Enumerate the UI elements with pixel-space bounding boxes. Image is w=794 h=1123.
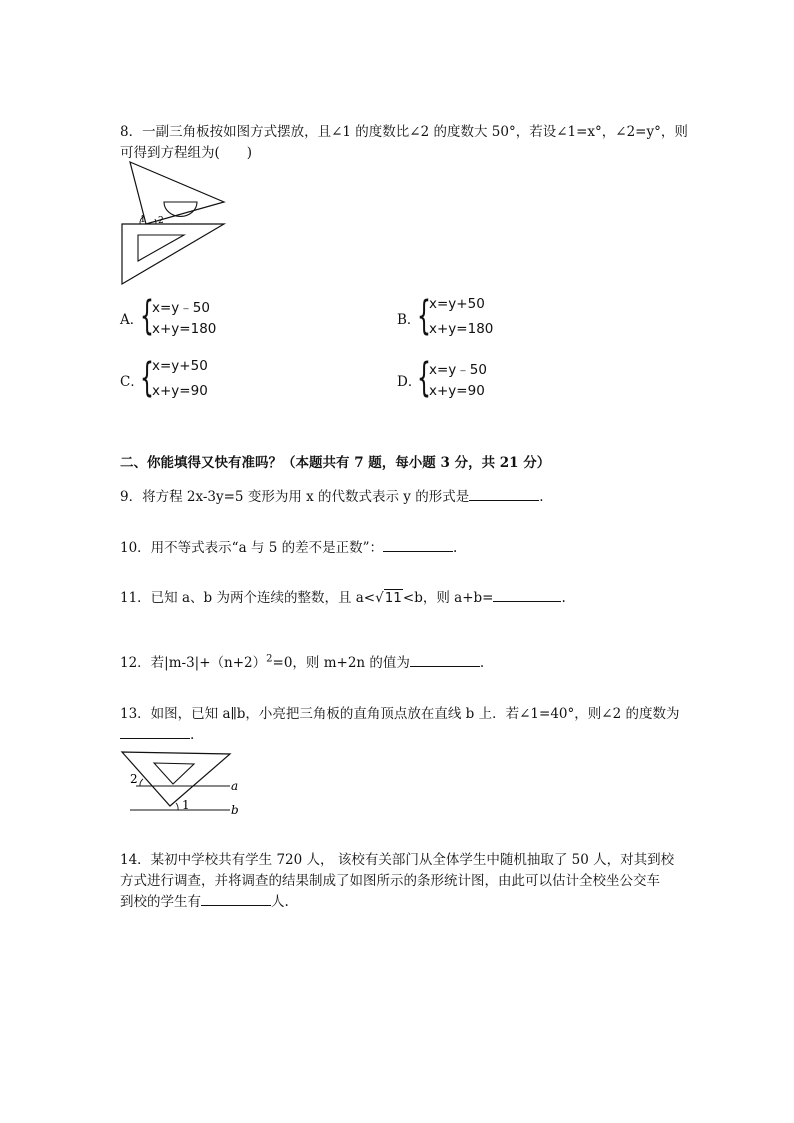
q10 — [120, 536, 457, 556]
q11-radicand: 11 — [384, 590, 402, 606]
q8-option-b-letter: B． — [397, 312, 421, 328]
q8-text-line2: 可得到方程组为( ) — [120, 145, 253, 161]
brace-icon: { — [417, 355, 431, 401]
q8-option-d[interactable] — [397, 355, 517, 408]
q9-end: . — [539, 489, 544, 505]
q14-text-line3-post: 人. — [271, 894, 289, 910]
q14-text-line3-pre: 到校的学生有 — [120, 894, 201, 910]
q8-angle-1-label: 1 — [140, 215, 146, 225]
section-2-title: 二、你能填得又快有准吗？（本题共有 7 题，每小题 3 分，共 21 分） — [120, 455, 551, 471]
q9-text: 9．将方程 2x-3y=5 变形为用 x 的代数式表示 y 的形式是 — [120, 489, 470, 505]
q14-answer-blank[interactable] — [201, 891, 271, 906]
q8-option-a-eq2: x+y=180 — [152, 321, 217, 337]
q8-option-c[interactable] — [120, 355, 240, 408]
q9-answer-blank[interactable] — [469, 486, 539, 501]
q11-sqrt — [375, 589, 403, 606]
q11-less-than-1: < — [363, 590, 376, 606]
q12-text-pre: 12．若|m-3|+（n+2） — [120, 655, 267, 671]
q8-angle-2-label: 2 — [158, 216, 164, 226]
brace-icon: { — [140, 355, 154, 401]
q13-angle-1-label: 1 — [182, 798, 190, 812]
q13-text: 13．如图，已知 a∥b，小亮把三角板的直角顶点放在直线 b 上．若∠1=40°，则∠2 的度数为 — [120, 706, 680, 722]
q8-option-d-eq1: x=y﹣50 — [429, 362, 487, 378]
q8-option-c-eq2: x+y=90 — [152, 383, 208, 399]
q8-option-c-letter: C． — [120, 374, 144, 390]
q12 — [120, 651, 484, 671]
q14-text-line1: 14．某初中学校共有学生 720 人， 该校有关部门从全体学生中随机抽取了 50 人，对其到校 — [120, 852, 675, 868]
q13-answer-blank[interactable] — [120, 724, 190, 739]
q8-option-a[interactable] — [120, 293, 240, 346]
q13-line-b-label: b — [231, 803, 239, 817]
q10-end: . — [453, 540, 458, 556]
q13-line-a-label: a — [231, 779, 239, 793]
q8-text-line1: 8．一副三角板按如图方式摆放，且∠1 的度数比∠2 的度数大 50°，若设∠1=x°，∠2=y°，则 — [120, 124, 688, 140]
brace-icon: { — [140, 293, 154, 339]
q8-option-c-eq1: x=y+50 — [152, 358, 208, 374]
q11-text-post: b，则 a+b= — [414, 590, 494, 606]
q11 — [120, 586, 566, 606]
q13-parallel-lines-figure — [118, 748, 248, 820]
q14-text-line2: 方式进行调查，并将调查的结果制成了如图所示的条形统计图，由此可以估计全校坐公交车 — [120, 873, 660, 889]
q8-option-d-letter: D． — [397, 374, 422, 390]
q8-option-a-letter: A． — [120, 312, 144, 328]
q8-option-b[interactable] — [397, 293, 517, 346]
q11-end: . — [561, 590, 566, 606]
q13-answer-line — [120, 724, 194, 743]
brace-icon: { — [417, 293, 431, 339]
q11-text-pre: 11．已知 a、b 为两个连续的整数，且 a — [120, 590, 364, 606]
q10-text: 10．用不等式表示“a 与 5 的差不是正数”： — [120, 540, 383, 556]
q9 — [120, 485, 544, 505]
sqrt-icon: √ — [375, 590, 384, 606]
q8-option-b-eq2: x+y=180 — [429, 321, 494, 337]
q8-option-a-eq1: x=y﹣50 — [152, 300, 210, 316]
q12-answer-blank[interactable] — [410, 652, 480, 667]
q8-triangle-rulers-figure — [118, 160, 228, 290]
q12-end: . — [479, 655, 485, 671]
q11-less-than-2: < — [402, 590, 415, 606]
q12-exponent: 2 — [266, 653, 273, 665]
q13-end: . — [190, 727, 195, 743]
q13-angle-2-label: 2 — [130, 772, 138, 786]
q14-text-line3 — [120, 890, 289, 910]
q8-option-b-eq1: x=y+50 — [429, 296, 485, 312]
q8-option-d-eq2: x+y=90 — [429, 383, 485, 399]
q12-text-post: =0，则 m+2n 的值为 — [272, 655, 410, 671]
q10-answer-blank[interactable] — [383, 537, 453, 552]
q11-answer-blank[interactable] — [493, 587, 561, 602]
